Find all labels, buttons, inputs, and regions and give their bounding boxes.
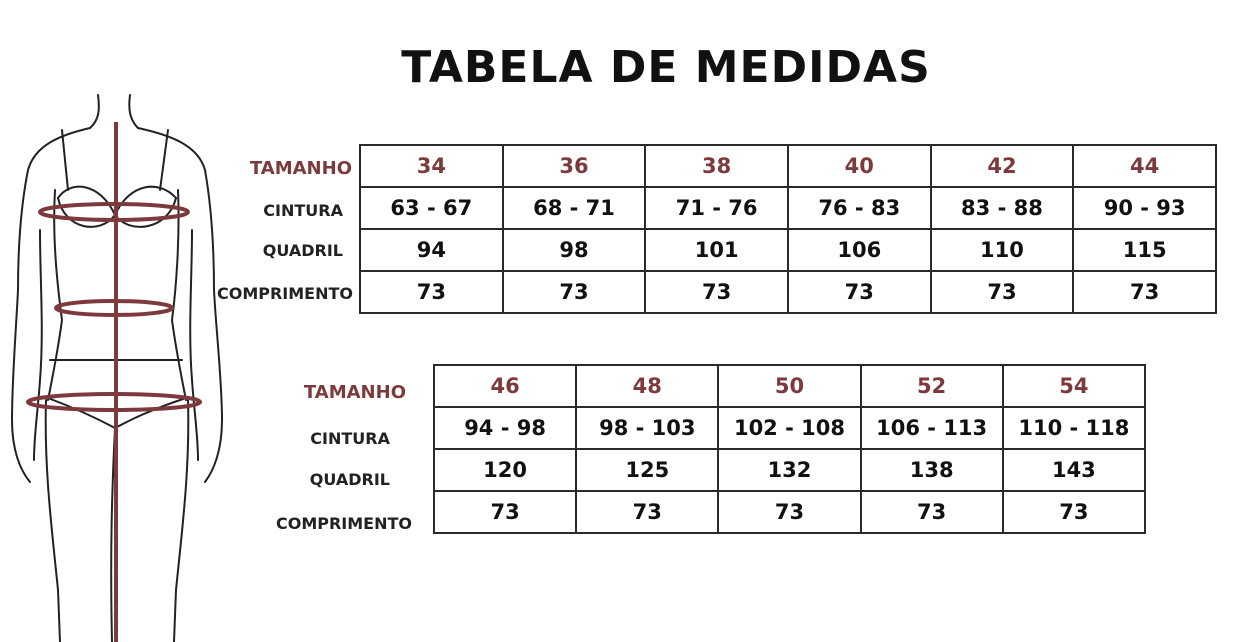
size-cell: 52 — [861, 365, 1003, 407]
size-cell: 46 — [434, 365, 576, 407]
size-table-1 — [359, 144, 1217, 314]
size-cell: 44 — [1073, 145, 1216, 187]
page-title: TABELA DE MEDIDAS — [401, 42, 931, 93]
body-measurement-figure-icon — [0, 90, 240, 642]
waist-cell: 83 - 88 — [931, 187, 1074, 229]
row-label-hip: QUADRIL — [262, 241, 343, 260]
row-label-hip-2: QUADRIL — [309, 470, 390, 489]
size-cell: 36 — [503, 145, 646, 187]
size-cell: 40 — [788, 145, 931, 187]
hip-cell: 120 — [434, 449, 576, 491]
waist-cell: 94 - 98 — [434, 407, 576, 449]
size-cell: 48 — [576, 365, 718, 407]
row-label-size-2: TAMANHO — [303, 382, 406, 403]
length-cell: 73 — [1073, 271, 1216, 313]
length-cell: 73 — [645, 271, 788, 313]
waist-cell: 102 - 108 — [718, 407, 860, 449]
length-cell: 73 — [434, 491, 576, 533]
hip-cell: 143 — [1003, 449, 1145, 491]
waist-cell: 110 - 118 — [1003, 407, 1145, 449]
waist-cell: 63 - 67 — [360, 187, 503, 229]
table-row-hip — [360, 229, 1216, 271]
size-cell: 38 — [645, 145, 788, 187]
waist-cell: 71 - 76 — [645, 187, 788, 229]
waist-cell: 98 - 103 — [576, 407, 718, 449]
row-label-waist: CINTURA — [263, 201, 343, 220]
length-cell: 73 — [931, 271, 1074, 313]
hip-cell: 98 — [503, 229, 646, 271]
hip-cell: 138 — [861, 449, 1003, 491]
size-cell: 34 — [360, 145, 503, 187]
hip-cell: 115 — [1073, 229, 1216, 271]
size-cell: 50 — [718, 365, 860, 407]
row-label-length: COMPRIMENTO — [216, 284, 353, 303]
table-row-waist — [360, 187, 1216, 229]
length-cell: 73 — [576, 491, 718, 533]
row-label-size: TAMANHO — [249, 158, 352, 179]
length-cell: 73 — [503, 271, 646, 313]
table-row-waist — [434, 407, 1145, 449]
row-label-waist-2: CINTURA — [310, 429, 390, 448]
hip-cell: 110 — [931, 229, 1074, 271]
hip-cell: 101 — [645, 229, 788, 271]
table-row-length — [434, 491, 1145, 533]
size-table-2 — [433, 364, 1146, 534]
length-cell: 73 — [861, 491, 1003, 533]
table-row-sizes — [360, 145, 1216, 187]
length-cell: 73 — [718, 491, 860, 533]
hip-cell: 94 — [360, 229, 503, 271]
row-label-length-2: COMPRIMENTO — [275, 514, 412, 533]
length-cell: 73 — [788, 271, 931, 313]
waist-cell: 68 - 71 — [503, 187, 646, 229]
size-cell: 42 — [931, 145, 1074, 187]
table-row-sizes — [434, 365, 1145, 407]
hip-cell: 106 — [788, 229, 931, 271]
length-cell: 73 — [1003, 491, 1145, 533]
waist-cell: 90 - 93 — [1073, 187, 1216, 229]
hip-cell: 125 — [576, 449, 718, 491]
waist-cell: 106 - 113 — [861, 407, 1003, 449]
hip-cell: 132 — [718, 449, 860, 491]
length-cell: 73 — [360, 271, 503, 313]
waist-cell: 76 - 83 — [788, 187, 931, 229]
table-row-length — [360, 271, 1216, 313]
table-row-hip — [434, 449, 1145, 491]
size-cell: 54 — [1003, 365, 1145, 407]
